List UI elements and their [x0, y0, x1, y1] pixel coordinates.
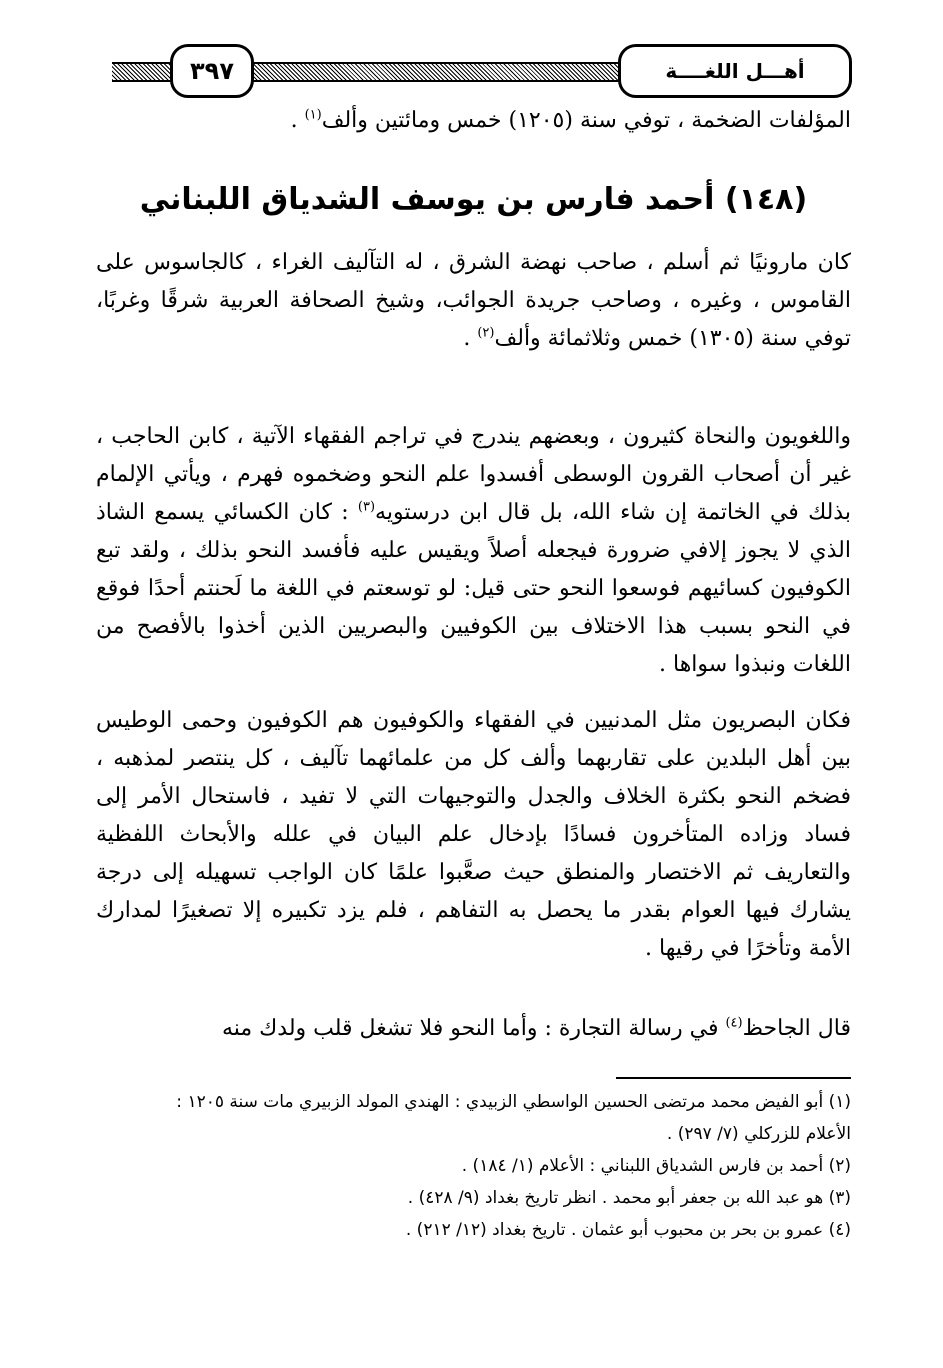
- paragraph-4-text-a: قال الجاحظ: [742, 1016, 851, 1041]
- footnote-3: (٣) هو عبد الله بن جعفر أبو محمد . انظر تاريخ بغداد (٩/ ٤٢٨) .: [407, 1188, 851, 1208]
- paragraph-3: فكان البصريون مثل المدنيين في الفقهاء والكوفيون هم الكوفيون وحمى الوطيس بين أهل البلدين على تقاربهما وألف كل من علمائهما تآليف ، كل ينتصر لمذهبه ، فضخم النحو بكثرة الخلاف والجدل والتوجيهات التي لا تفيد ، فاستحال الأمر إلى فساد وزاده المتأخرون فسادًا بإدخال علم البيان في علله والأبحاث اللفظية والتعاريف ثم الاختصار والمنطق حيث صعَّبوا علمًا كان الواجب تسهيله إلى درجة يشارك فيها العوام بقدر ما يحصل به التفاهم ، فلم يزد تكبيره إلا تصغيرًا لمدارك الأمة وتأخرًا في رقيها .: [96, 708, 851, 961]
- paragraph-4-text-b: في رسالة التجارة : وأما النحو فلا تشغل قلب ولدك منه: [221, 1016, 726, 1041]
- page-header: [112, 40, 852, 100]
- footnote-ref-1[interactable]: (١): [304, 107, 322, 123]
- footnote-ref-3[interactable]: (٣): [357, 499, 376, 515]
- paragraph-2-text-b: : كان الكسائي يسمع الشاذ الذي لا يجوز إلافي ضرورة فيجعله أصلاً ويقيس عليه فأفسد النحو بذلك ، ولقد تبع الكوفيون كسائيهم فوسعوا النحو حتى قيل: لو توسعتم في اللغة ما لَحنتم أحدًا فوقع في النحو بسبب هذا الاختلاف بين الكوفيين والبصريين الذين أخذوا بالأفصح من اللغات ونبذوا سواها .: [96, 500, 851, 677]
- footnote-1: (١) أبو الفيض محمد مرتضى الحسين الواسطي الزبيدي : الهندي المولد الزبيري مات سنة ١٢٠٥ :: [176, 1092, 851, 1112]
- continuation-line: [96, 102, 851, 140]
- page-number: ٣٩٧: [170, 44, 254, 98]
- continuation-text: المؤلفات الضخمة ، توفي سنة (١٢٠٥) خمس ومائتين وألف: [321, 108, 851, 133]
- paragraph-4: [96, 1010, 851, 1048]
- paragraph-1-text: كان مارونيًا ثم أسلم ، صاحب نهضة الشرق ، له التآليف الغراء ، كالجاسوس على القاموس ، وغيره ، وصاحب جريدة الجوائب، وشيخ الصحافة العربية شرقًا وغربًا، توفي سنة (١٣٠٥) خمس وثلاثمائة وألف: [96, 250, 851, 351]
- footnote-1-source: الأعلام للزركلي (٧/ ٢٩٧) .: [666, 1124, 851, 1144]
- continuation-end: .: [290, 108, 305, 133]
- footnote-ref-4[interactable]: (٤): [725, 1015, 743, 1031]
- footnote-4: (٤) عمرو بن بحر بن محبوب أبو عثمان . تاريخ بغداد (١٢/ ٢١٢) .: [405, 1220, 851, 1240]
- entry-heading: (١٤٨) أحمد فارس بن يوسف الشدياق اللبناني: [139, 182, 808, 217]
- footnotes: [96, 1086, 851, 1246]
- paragraph-2-text-a: واللغويون والنحاة كثيرون ، وبعضهم يندرج في تراجم الفقهاء الآتية ، كابن الحاجب ، غير أن أصحاب القرون الوسطى أفسدوا علم النحو وضخموه فهرم ، ويأتي الإلمام بذلك في الخاتمة إن شاء الله، بل قال ابن درستويه: [96, 424, 851, 525]
- running-title: أهـــل اللغــــة: [618, 44, 852, 98]
- footnote-2: (٢) أحمد بن فارس الشدياق اللبناني : الأعلام (١/ ١٨٤) .: [461, 1156, 851, 1176]
- paragraph-2: [96, 418, 851, 684]
- footnote-separator: [616, 1077, 851, 1079]
- paragraph-1: [96, 244, 851, 358]
- paragraph-1-end: .: [463, 326, 478, 351]
- footnote-ref-2[interactable]: (٢): [477, 325, 495, 341]
